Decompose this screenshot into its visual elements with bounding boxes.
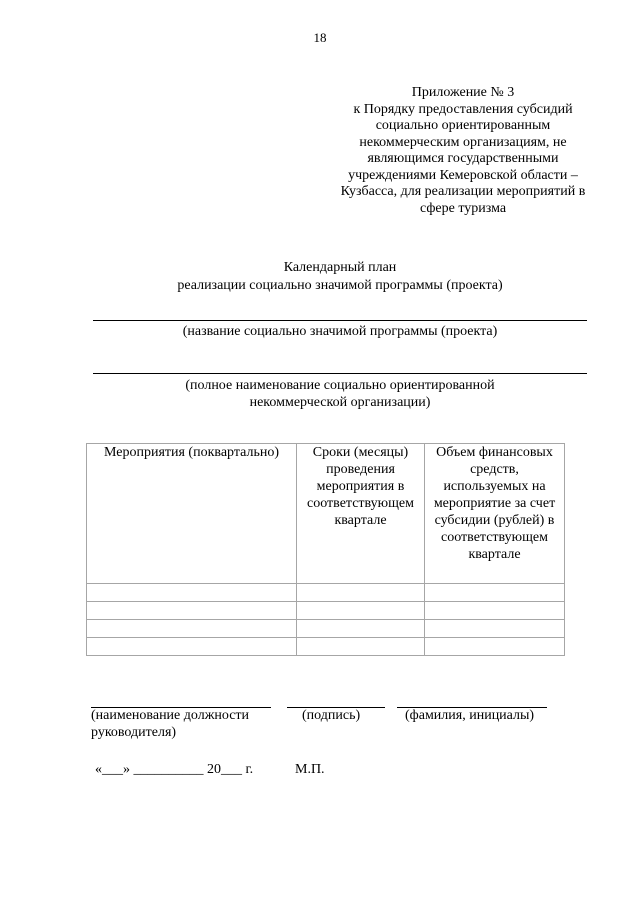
table-cell[interactable]: [87, 584, 297, 602]
table-cell[interactable]: [87, 638, 297, 656]
table-cell[interactable]: [297, 638, 425, 656]
table-cell[interactable]: [425, 584, 565, 602]
position-caption-line-2: руководителя): [91, 725, 177, 740]
calendar-plan-table: [86, 443, 565, 656]
appendix-line: сфере туризма: [419, 200, 507, 216]
organization-caption-line-1: (полное наименование социально ориентированной: [185, 378, 495, 393]
position-caption-line-1: (наименование должности: [91, 708, 250, 723]
header-funds: Объем финансовых средств, используемых на мероприятие за счет субсидии (рублей) в соответствующем квартале: [425, 444, 565, 584]
table-cell[interactable]: [87, 602, 297, 620]
appendix-line: учреждениями Кемеровской области –: [348, 167, 578, 183]
date-line: «___» __________ 20___ г.: [95, 762, 254, 777]
organization-caption-line-2: некоммерческой организации): [249, 395, 431, 410]
appendix-line: Кузбасса, для реализации мероприятий в: [340, 184, 586, 199]
table-cell[interactable]: [297, 584, 425, 602]
plan-title: [0, 259, 640, 295]
appendix-line: некоммерческим организациям, не: [359, 134, 567, 150]
table-cell[interactable]: [297, 620, 425, 638]
page-number: 18: [313, 30, 327, 45]
table-cell[interactable]: [425, 620, 565, 638]
table-row: [87, 638, 565, 656]
appendix-line: Приложение № 3: [411, 85, 515, 100]
table-row: [87, 584, 565, 602]
stamp-placeholder: М.П.: [295, 762, 325, 777]
table-row: [87, 620, 565, 638]
table-header-row: [87, 444, 565, 584]
table-cell[interactable]: [297, 602, 425, 620]
full-name-caption: (фамилия, инициалы): [405, 708, 535, 723]
appendix-line: социально ориентированным: [375, 118, 551, 133]
signature-caption: (подпись): [302, 708, 361, 723]
table-row: [87, 602, 565, 620]
organization-name-caption: [93, 377, 587, 411]
header-dates: Сроки (месяцы) проведения мероприятия в соответствующем квартале: [297, 444, 425, 584]
plan-title-line-2: реализации социально значимой программы (проекта): [177, 278, 503, 293]
table-cell[interactable]: [425, 638, 565, 656]
program-name-caption: (название социально значимой программы (проекта): [182, 324, 498, 339]
appendix-header: [318, 85, 608, 217]
table-cell[interactable]: [87, 620, 297, 638]
plan-title-line-1: Календарный план: [283, 260, 397, 275]
header-events: Мероприятия (поквартально): [87, 444, 297, 584]
position-caption: [91, 707, 249, 741]
program-name-line: [93, 320, 587, 321]
table-cell[interactable]: [425, 602, 565, 620]
appendix-line: к Порядку предоставления субсидий: [353, 101, 573, 117]
organization-name-line: [93, 373, 587, 374]
appendix-line: являющимся государственными: [367, 151, 559, 166]
